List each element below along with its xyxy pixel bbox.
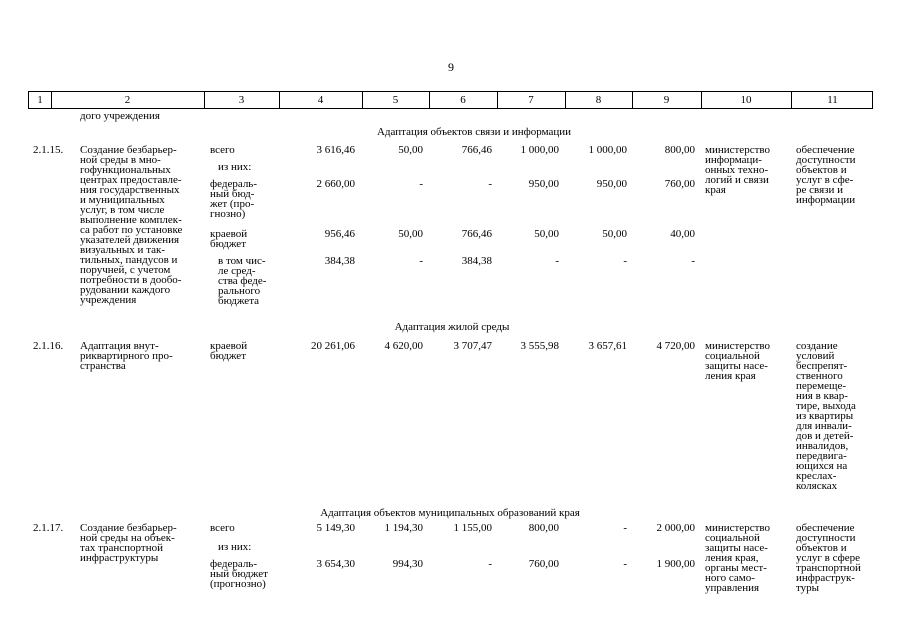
header-cell: 11	[827, 94, 838, 106]
expected-result: обеспечение	[796, 144, 855, 156]
header-cell: 4	[317, 94, 324, 106]
expected-result: беспрепят-	[796, 360, 848, 372]
expected-result: услуг в сфе-	[796, 174, 854, 186]
header-cell: 1	[37, 94, 43, 106]
measure-name: ной среды на объек-	[80, 532, 175, 544]
amount: 1 000,00	[520, 144, 559, 156]
measure-name: рудовании каждого	[80, 284, 171, 296]
amount: 1 155,00	[453, 522, 492, 534]
measure-name: ной среды в мно-	[80, 154, 161, 166]
amount: 5 149,30	[316, 522, 355, 534]
expected-result: объектов и	[796, 164, 847, 176]
measure-name: тах транспортной	[80, 542, 163, 554]
measure-name: тильных, пандусов и	[80, 254, 178, 266]
expected-result: создание	[796, 340, 838, 352]
expected-result: информации	[796, 194, 856, 206]
measure-name: выполнение комплек-	[80, 214, 182, 226]
expected-result: дов и детей-	[796, 430, 854, 442]
expected-result: доступности	[796, 154, 856, 166]
executor: органы мест-	[705, 562, 767, 574]
funding-source: жет (про-	[210, 198, 255, 210]
expected-result: инфраструк-	[796, 572, 855, 584]
amount: -	[555, 255, 559, 267]
header-cell: 7	[528, 94, 534, 106]
header-cell: 8	[595, 94, 602, 106]
header-divider	[497, 92, 498, 108]
funding-source: ный бюд-	[210, 188, 255, 200]
executor: информаци-	[705, 154, 762, 166]
expected-result: ющихся на	[796, 460, 848, 472]
expected-result: креслах-	[796, 470, 837, 482]
header-cell: 10	[740, 94, 752, 106]
measure-name: потребности в дообо-	[80, 274, 182, 286]
amount: 1 900,00	[656, 558, 695, 570]
funding-source: бюджет	[210, 350, 246, 362]
header-cell: 5	[392, 94, 399, 106]
measure-name: риквартирного про-	[80, 350, 173, 362]
expected-result: объектов и	[796, 542, 847, 554]
amount: -	[623, 255, 627, 267]
header-cell: 3	[238, 94, 245, 106]
funding-source: ства феде-	[218, 275, 267, 287]
funding-source: всего	[210, 522, 235, 534]
executor: министерство	[705, 340, 771, 352]
expected-result: ственного	[796, 370, 843, 382]
table-header-row	[28, 91, 873, 109]
executor: края	[705, 184, 726, 196]
measure-name: ния государственных	[80, 184, 180, 196]
header-divider	[362, 92, 363, 108]
header-cell: 2	[124, 94, 131, 106]
funding-source: всего	[210, 144, 235, 156]
expected-result: туры	[796, 582, 820, 594]
row-number: 2.1.16.	[33, 340, 64, 352]
amount: 3 555,98	[520, 340, 559, 352]
amount: 2 660,00	[316, 178, 355, 190]
amount: 2 000,00	[656, 522, 695, 534]
amount: 766,46	[461, 144, 492, 156]
header-divider	[279, 92, 280, 108]
executor: социальной	[705, 350, 760, 362]
amount: 1 000,00	[588, 144, 627, 156]
expected-result: обеспечение	[796, 522, 855, 534]
amount: -	[623, 522, 627, 534]
header-divider	[632, 92, 633, 108]
executor: социальной	[705, 532, 760, 544]
continuation-text: дого учреждения	[80, 110, 160, 122]
header-divider	[701, 92, 702, 108]
amount: 766,46	[461, 228, 492, 240]
amount: 4 720,00	[656, 340, 695, 352]
section-title: Адаптация жилой среды	[394, 321, 510, 333]
expected-result: из квартиры	[796, 410, 854, 422]
expected-result: инвалидов,	[796, 440, 849, 452]
amount: 20 261,06	[311, 340, 355, 352]
executor: онных техно-	[705, 164, 769, 176]
amount: 950,00	[528, 178, 559, 190]
amount: 3 616,46	[316, 144, 355, 156]
funding-source: ле сред-	[218, 265, 256, 277]
page-number: 9	[448, 60, 454, 74]
expected-result: для инвали-	[796, 420, 852, 432]
executor: логий и связи	[705, 174, 769, 186]
measure-name: Создание безбарьер-	[80, 144, 177, 156]
amount: -	[419, 255, 423, 267]
header-divider	[565, 92, 566, 108]
funding-source: краевой	[210, 340, 248, 352]
header-cell: 9	[663, 94, 670, 106]
measure-name: услуг, в том числе	[80, 204, 165, 216]
header-divider	[429, 92, 430, 108]
executor: защиты насе-	[705, 542, 768, 554]
amount: 50,00	[398, 144, 423, 156]
funding-source: ный бюджет	[210, 568, 268, 580]
expected-result: перемеще-	[796, 380, 847, 392]
executor: министерство	[705, 522, 771, 534]
expected-result: передвига-	[796, 450, 847, 462]
expected-result: тире, выхода	[796, 400, 856, 412]
amount: 760,00	[528, 558, 559, 570]
measure-name: инфраструктуры	[80, 552, 159, 564]
header-divider	[204, 92, 205, 108]
executor: министерство	[705, 144, 771, 156]
amount: -	[419, 178, 423, 190]
funding-source: в том чис-	[218, 255, 266, 267]
measure-name: гофункциональных	[80, 164, 171, 176]
funding-source: бюджет	[210, 238, 246, 250]
measure-name: са работ по установке	[80, 224, 183, 236]
amount: 950,00	[596, 178, 627, 190]
measure-name: Создание безбарьер-	[80, 522, 177, 534]
amount: 3 657,61	[588, 340, 627, 352]
amount: 956,46	[324, 228, 355, 240]
measure-name: Адаптация внут-	[80, 340, 159, 352]
amount: -	[488, 558, 492, 570]
amount: 1 194,30	[384, 522, 423, 534]
funding-source: рального	[218, 285, 261, 297]
executor: управления	[705, 582, 760, 594]
executor: защиты насе-	[705, 360, 768, 372]
executor: ного само-	[705, 572, 755, 584]
amount: 760,00	[664, 178, 695, 190]
amount: 384,38	[324, 255, 355, 267]
header-cell: 6	[460, 94, 466, 106]
amount: 3 707,47	[453, 340, 492, 352]
expected-result: ре связи и	[796, 184, 843, 196]
expected-result: доступности	[796, 532, 856, 544]
section-title: Адаптация объектов муниципальных образований края	[320, 507, 580, 519]
amount: 40,00	[670, 228, 695, 240]
measure-name: поручней, с учетом	[80, 264, 171, 276]
executor: ления края	[705, 370, 756, 382]
measure-name: и муниципальных	[80, 194, 165, 206]
header-divider	[51, 92, 52, 108]
measure-name: странства	[80, 360, 126, 372]
amount: 3 654,30	[316, 558, 355, 570]
measure-name: центрах предоставле-	[80, 174, 182, 186]
funding-source: из них:	[218, 161, 252, 173]
expected-result: колясках	[796, 480, 838, 492]
amount: -	[488, 178, 492, 190]
row-number: 2.1.17.	[33, 522, 64, 534]
measure-name: учреждения	[80, 294, 137, 306]
amount: 50,00	[398, 228, 423, 240]
funding-source: из них:	[218, 541, 252, 553]
amount: 4 620,00	[384, 340, 423, 352]
funding-source: бюджета	[218, 295, 260, 307]
measure-name: визуальных и так-	[80, 244, 166, 256]
amount: 800,00	[528, 522, 559, 534]
expected-result: условий	[796, 350, 835, 362]
header-divider	[791, 92, 792, 108]
funding-source: краевой	[210, 228, 248, 240]
executor: ления края,	[705, 552, 759, 564]
amount: 994,30	[392, 558, 423, 570]
expected-result: услуг в сфере	[796, 552, 860, 564]
amount: -	[691, 255, 695, 267]
amount: 800,00	[664, 144, 695, 156]
expected-result: транспортной	[796, 562, 861, 574]
funding-source: (прогнозно)	[210, 578, 266, 590]
amount: 384,38	[461, 255, 492, 267]
funding-source: федераль-	[210, 558, 257, 570]
measure-name: указателей движения	[80, 234, 180, 246]
section-title: Адаптация объектов связи и информации	[376, 126, 572, 138]
amount: 50,00	[534, 228, 559, 240]
row-number: 2.1.15.	[33, 144, 64, 156]
funding-source: гнозно)	[210, 208, 246, 220]
funding-source: федераль-	[210, 178, 257, 190]
amount: -	[623, 558, 627, 570]
expected-result: ния в квар-	[796, 390, 848, 402]
amount: 50,00	[602, 228, 627, 240]
